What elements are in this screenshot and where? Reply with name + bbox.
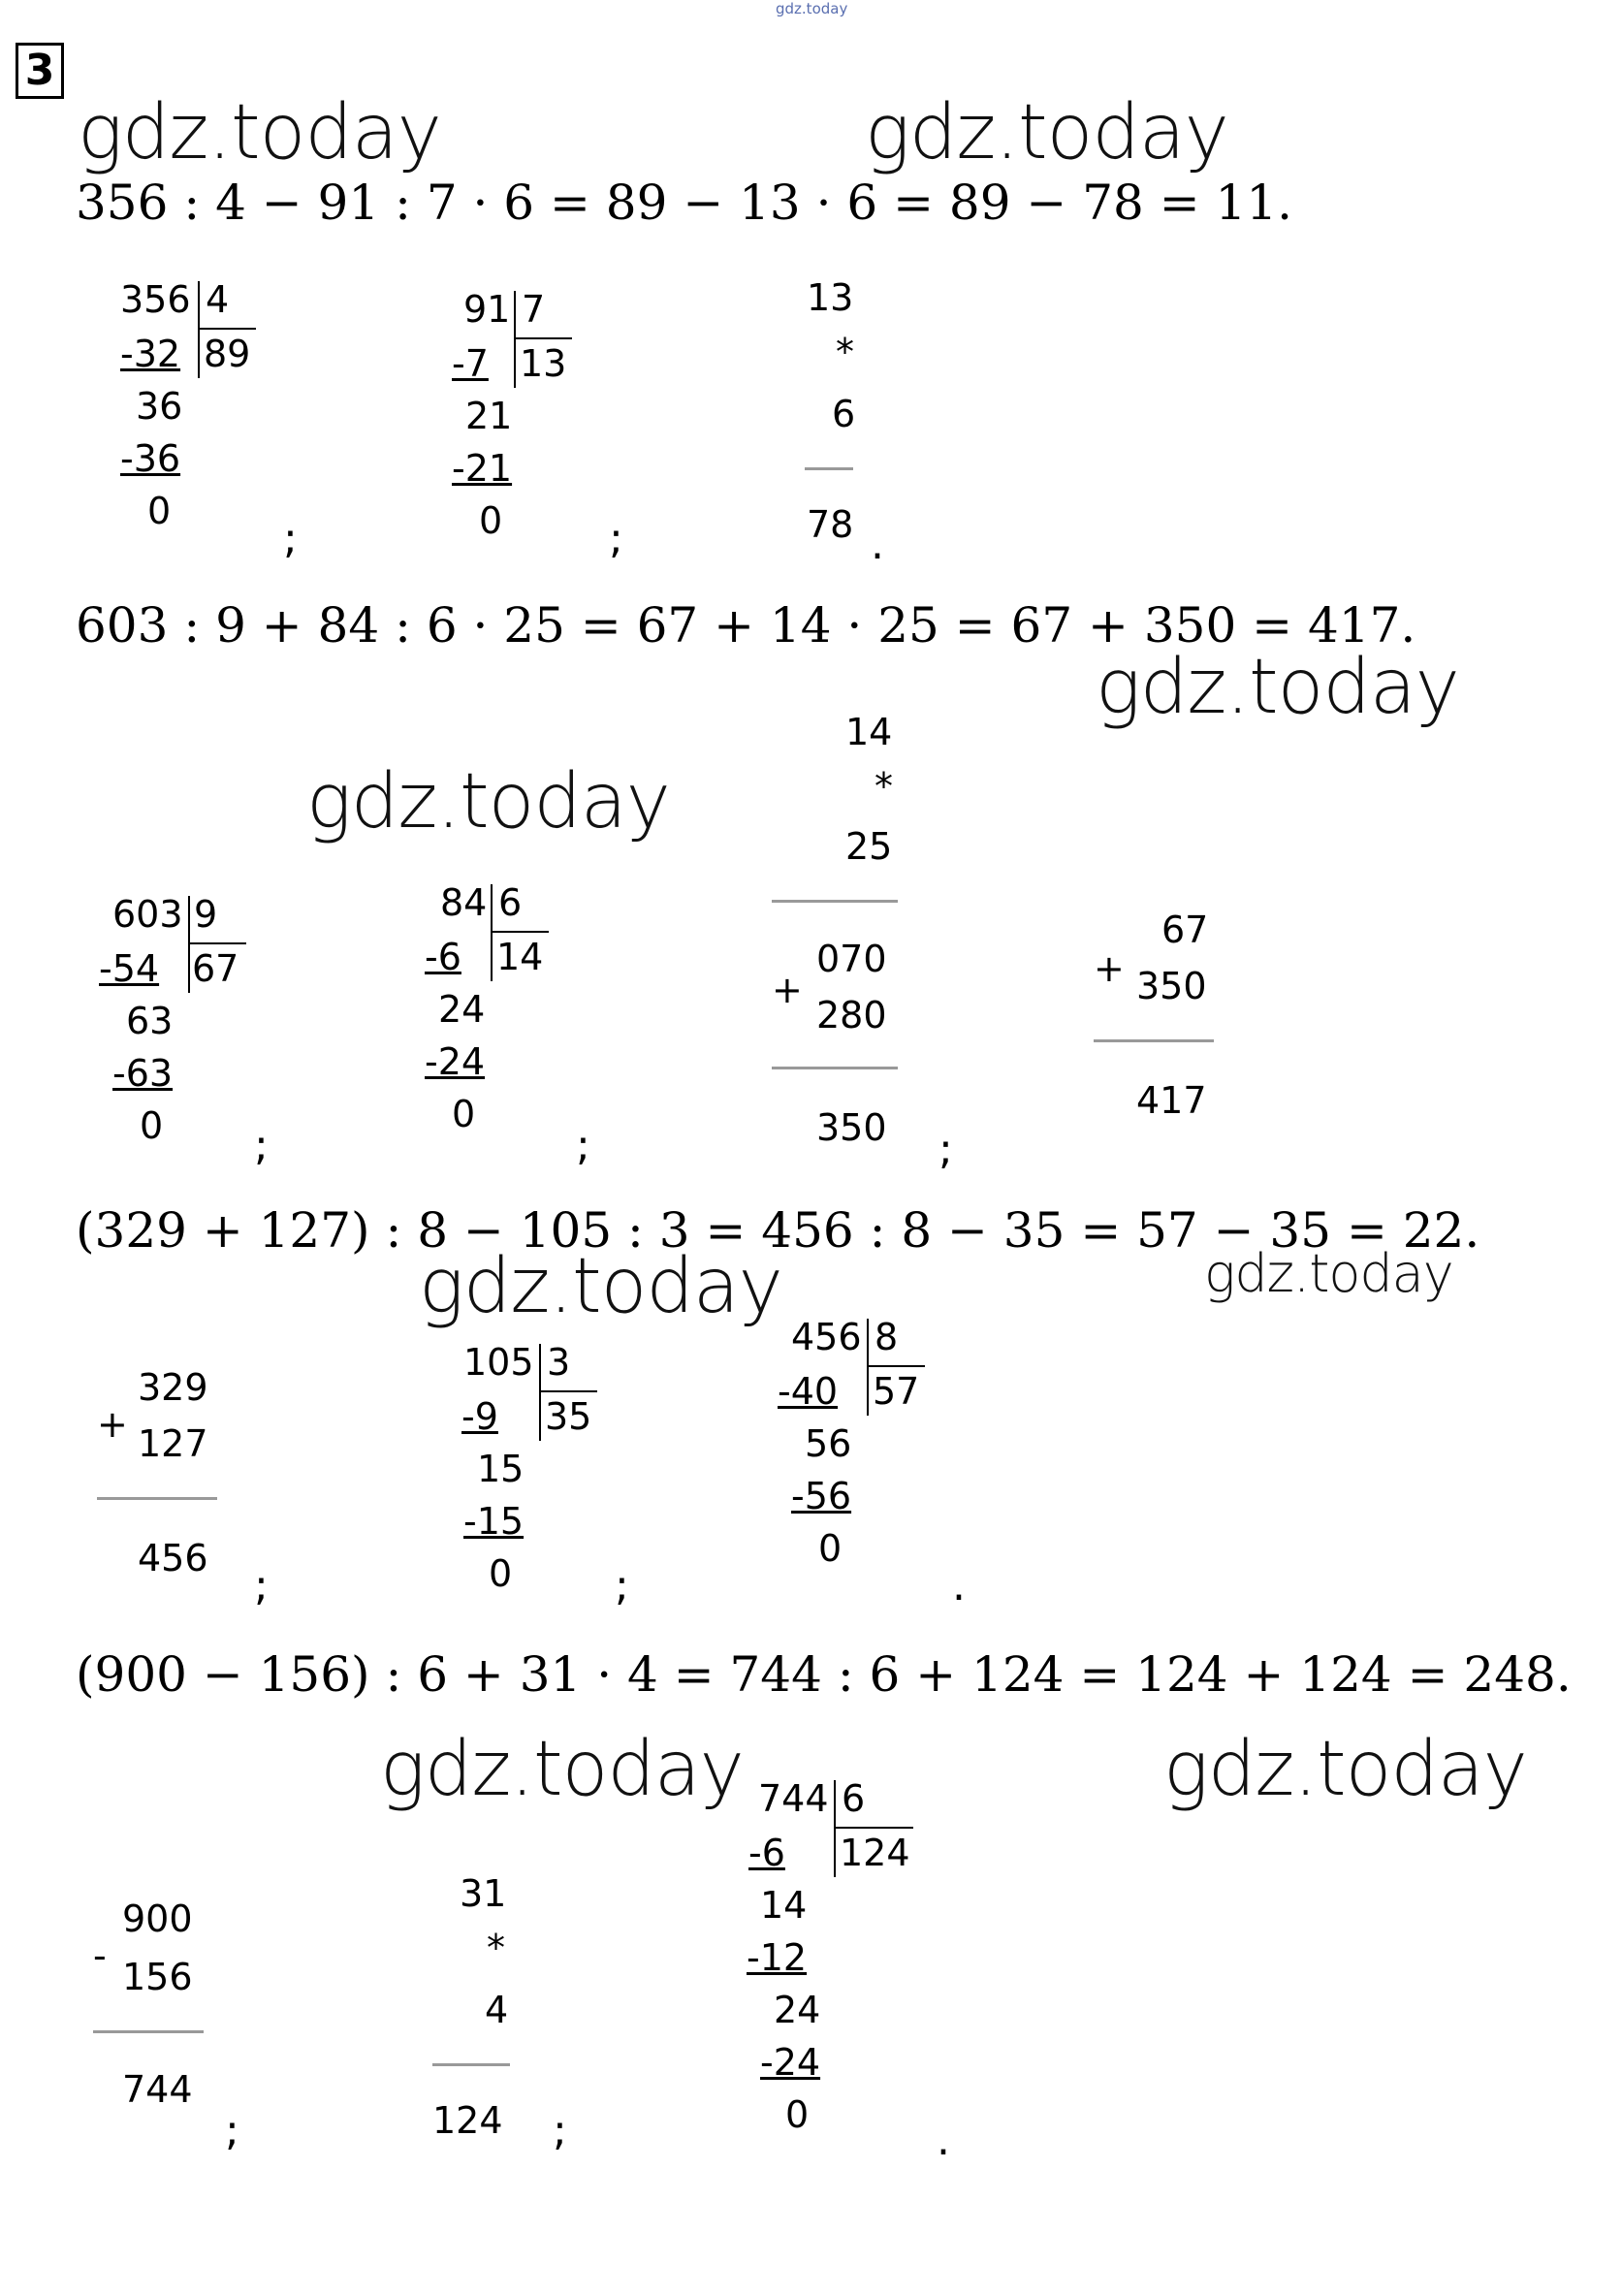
semicolon: ;	[254, 1121, 269, 1170]
step: 0	[140, 1104, 164, 1147]
quotient: 14	[496, 936, 544, 978]
equation-4: (900 − 156) : 6 + 31 · 4 = 744 : 6 + 124 = 124 + 124 = 248.	[76, 1646, 1572, 1703]
step: 24	[438, 988, 486, 1031]
divisor: 6	[842, 1777, 866, 1820]
quotient: 13	[520, 342, 567, 385]
operator: *	[836, 331, 854, 373]
watermark: gdz.today	[865, 89, 1228, 176]
dividend: 91	[463, 288, 511, 331]
equation-2: 603 : 9 + 84 : 6 · 25 = 67 + 14 · 25 = 67 + 350 = 417.	[76, 597, 1416, 654]
step: 63	[126, 1000, 174, 1042]
step: 0	[147, 490, 172, 532]
step: -6	[425, 936, 461, 978]
period: .	[952, 1561, 966, 1610]
factor: 25	[845, 825, 893, 868]
semicolon: ;	[615, 1561, 629, 1610]
equation-3: (329 + 127) : 8 − 105 : 3 = 456 : 8 − 35 = 57 − 35 = 22.	[76, 1202, 1480, 1259]
factor: 13	[807, 276, 854, 319]
header-mark: gdz.today	[776, 0, 848, 17]
dividend: 456	[791, 1316, 862, 1358]
step: -63	[112, 1052, 174, 1095]
semicolon: ;	[254, 1561, 269, 1610]
semicolon: ;	[938, 1125, 953, 1174]
dividend: 744	[758, 1777, 829, 1820]
watermark: gdz.today	[1096, 644, 1459, 731]
step: -24	[425, 1040, 486, 1083]
minus-sign: -	[93, 1934, 107, 1977]
step: 15	[477, 1448, 525, 1490]
step: 21	[465, 395, 513, 437]
watermark: gdz.today	[1163, 1726, 1527, 1813]
divisor: 9	[194, 893, 218, 936]
quotient: 67	[192, 947, 239, 990]
semicolon: ;	[553, 2106, 567, 2155]
step: 24	[774, 1989, 821, 2031]
divisor: 6	[498, 881, 523, 924]
step: -9	[461, 1395, 498, 1438]
period: .	[937, 2116, 950, 2165]
semicolon: ;	[283, 514, 298, 563]
semicolon: ;	[576, 1121, 590, 1170]
step: 0	[818, 1527, 843, 1570]
factor: 14	[845, 711, 893, 753]
step: 36	[136, 385, 183, 428]
result: 350	[816, 1106, 887, 1149]
quotient: 124	[840, 1832, 910, 1874]
watermark: gdz.today	[419, 1243, 782, 1330]
watermark: gdz.today	[306, 758, 670, 845]
addend: 350	[1136, 965, 1207, 1007]
step: 56	[805, 1422, 852, 1465]
result: 124	[432, 2099, 503, 2142]
quotient: 57	[873, 1370, 920, 1413]
equation-1: 356 : 4 − 91 : 7 · 6 = 89 − 13 · 6 = 89 − 78 = 11.	[76, 175, 1293, 231]
task-number: 3	[16, 43, 64, 99]
factor: 4	[485, 1989, 509, 2031]
step: -15	[463, 1500, 525, 1543]
period: .	[871, 520, 884, 569]
step: 14	[760, 1884, 808, 1927]
step: 0	[489, 1552, 513, 1595]
watermark: gdz.today	[78, 89, 441, 176]
step: -54	[99, 947, 160, 990]
step: -36	[120, 437, 181, 480]
step: 0	[785, 2093, 810, 2136]
step: -12	[747, 1936, 808, 1979]
step: -6	[748, 1832, 785, 1874]
result: 417	[1136, 1079, 1207, 1122]
step: -24	[760, 2041, 821, 2084]
step: -21	[452, 447, 513, 490]
divisor: 7	[522, 288, 546, 331]
plus-sign: +	[772, 969, 803, 1011]
step: -7	[452, 342, 489, 385]
watermark: gdz.today	[380, 1726, 744, 1813]
watermark: gdz.today	[1204, 1243, 1453, 1304]
step: -56	[791, 1475, 852, 1517]
step: -32	[120, 333, 181, 375]
plus-sign: +	[1094, 947, 1125, 990]
step: 0	[479, 499, 503, 542]
divisor: 8	[875, 1316, 899, 1358]
step: 0	[452, 1093, 476, 1135]
dividend: 84	[440, 881, 488, 924]
subtrahend: 156	[122, 1956, 193, 1998]
operator: *	[875, 765, 893, 808]
quotient: 89	[204, 333, 251, 375]
dividend: 105	[463, 1341, 534, 1384]
result: 78	[807, 503, 854, 546]
dividend: 356	[120, 278, 191, 321]
semicolon: ;	[225, 2106, 239, 2155]
addend: 67	[1161, 909, 1209, 951]
divisor: 3	[547, 1341, 571, 1384]
factor: 31	[460, 1872, 507, 1915]
operator: *	[487, 1927, 505, 1969]
plus-sign: +	[97, 1403, 128, 1446]
quotient: 35	[545, 1395, 592, 1438]
semicolon: ;	[609, 514, 623, 563]
addend: 127	[138, 1422, 208, 1465]
minuend: 900	[122, 1897, 193, 1940]
partial-product: 070	[816, 938, 887, 980]
step: -40	[778, 1370, 839, 1413]
factor: 6	[832, 393, 856, 435]
result: 744	[122, 2068, 193, 2111]
dividend: 603	[112, 893, 183, 936]
result: 456	[138, 1537, 208, 1579]
divisor: 4	[206, 278, 230, 321]
addend: 329	[138, 1366, 208, 1409]
partial-product: 280	[816, 994, 887, 1036]
